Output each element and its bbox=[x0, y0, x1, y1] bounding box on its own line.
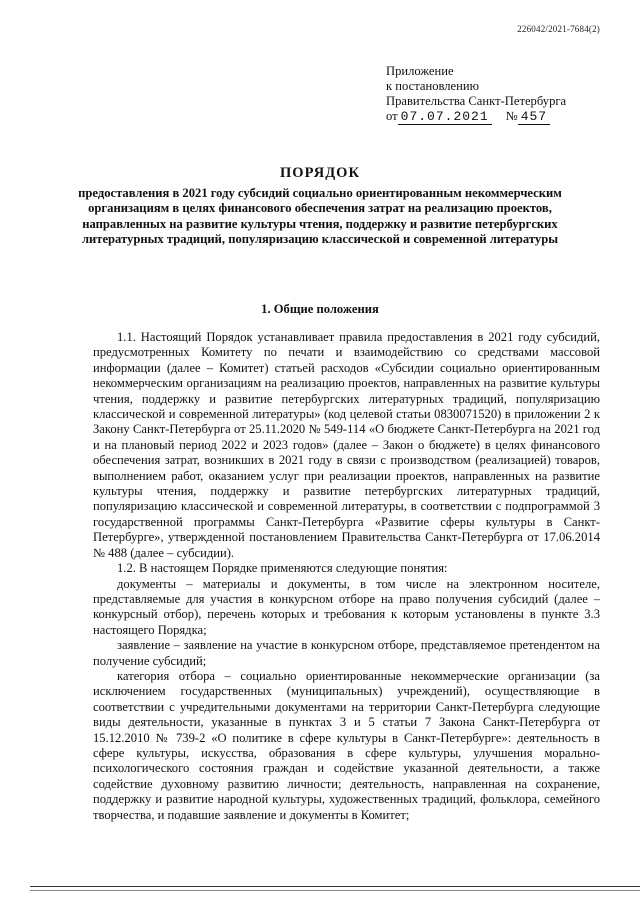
date-prefix: от bbox=[386, 109, 398, 123]
document-body bbox=[93, 330, 600, 823]
resolution-number: 457 bbox=[518, 109, 550, 125]
definition-application: заявление – заявление на участие в конкурсном отборе, представляемое претендентом на получение субсидий; bbox=[93, 638, 600, 668]
definition-documents: документы – материалы и документы, в том числе на электронном носителе, представляемые для участия в конкурсном отборе на право получения субсидий (далее – конкурсный отбор), перечень которых и требования к которым установлены в пункте 3.3 настоящего Порядка; bbox=[93, 576, 600, 637]
document-registration-code: 226042/2021-7684(2) bbox=[517, 24, 600, 34]
appendix-line: Правительства Санкт-Петербурга bbox=[386, 94, 567, 108]
paragraph-1-1: 1.1. Настоящий Порядок устанавливает правила предоставления в 2021 году субсидий, предусмотренных Комитету по печати и взаимодействию со средствами массовой информации (далее – Комитет) статьей расходов «Субсидии социально ориентированным некоммерческим организациям на реализацию проектов, направленных на развитие культуры чтения, поддержку и развитие петербургских литературных традиций, популяризацию классической и современной литературы» (код целевой статьи 0830071520) в приложении 2 к Закону Санкт-Петербурга от 25.11.2020 № 549-114 «О бюджете Санкт-Петербурга на 2021 год и на плановый период 2022 и 2023 годов» (далее – Закон о бюджете) в целях финансового обеспечения затрат, возникших в 2021 году в связи с производством (реализацией) товаров, выполнением работ, оказанием услуг при реализации проектов, направленных на развитие культуры чтения, поддержку и развитие петербургских литературных традиций, популяризацию классической и современной литературы, в соответствии с подпрограммой 3 государственной программы Санкт-Петербурга «Развитие сферы культуры в Санкт-Петербурге», утвержденной постановлением Правительства Санкт-Петербурга от 17.06.2014 № 488 (далее – субсидии). bbox=[93, 330, 600, 560]
appendix-line: Приложение bbox=[386, 64, 454, 78]
document-title-block bbox=[70, 165, 570, 248]
paragraph-1-2: 1.2. В настоящем Порядке применяются следующие понятия: bbox=[117, 561, 448, 576]
appendix-block bbox=[386, 64, 606, 124]
definition-selection-category: категория отбора – социально ориентированные некоммерческие организации (за исключением государственных (муниципальных) учреждений), осуществляющие в соответствии с учредительными документами на территории Санкт-Петербурга следующие виды деятельности, указанные в пунктах 3 и 5 статьи 7 Закона Санкт-Петербурга от 15.12.2010 № 739-2 «О политике в сфере культуры в Санкт-Петербурге»: деятельность в сфере культуры, искусства, образования в сфере культуры, улучшения морально-психологического состояния граждан и содействие указанной деятельности, а также содействие духовному развитию личности; деятельность, направленная на сохранение, поддержку и развитие народной культуры, художественных традиций, фольклора, семейного творчества, и подавшие заявление и документы в Комитет; bbox=[93, 668, 600, 822]
appendix-line: к постановлению bbox=[386, 79, 480, 93]
scan-edge-line bbox=[30, 890, 640, 891]
section-heading: 1. Общие положения bbox=[261, 302, 379, 316]
document-title: ПОРЯДОК bbox=[280, 165, 360, 181]
number-prefix: № bbox=[505, 109, 518, 123]
scan-edge-line bbox=[30, 886, 640, 887]
appendix-date-line bbox=[386, 109, 606, 124]
document-subtitle: предоставления в 2021 году субсидий социально ориентированным некоммерческим организациям в целях финансового обеспечения затрат на реализацию проектов, направленных на развитие культуры чтения, поддержку и развитие петербургских литературных традиций, популяризацию классической и современной литературы bbox=[78, 186, 562, 247]
resolution-date: 07.07.2021 bbox=[398, 109, 492, 125]
